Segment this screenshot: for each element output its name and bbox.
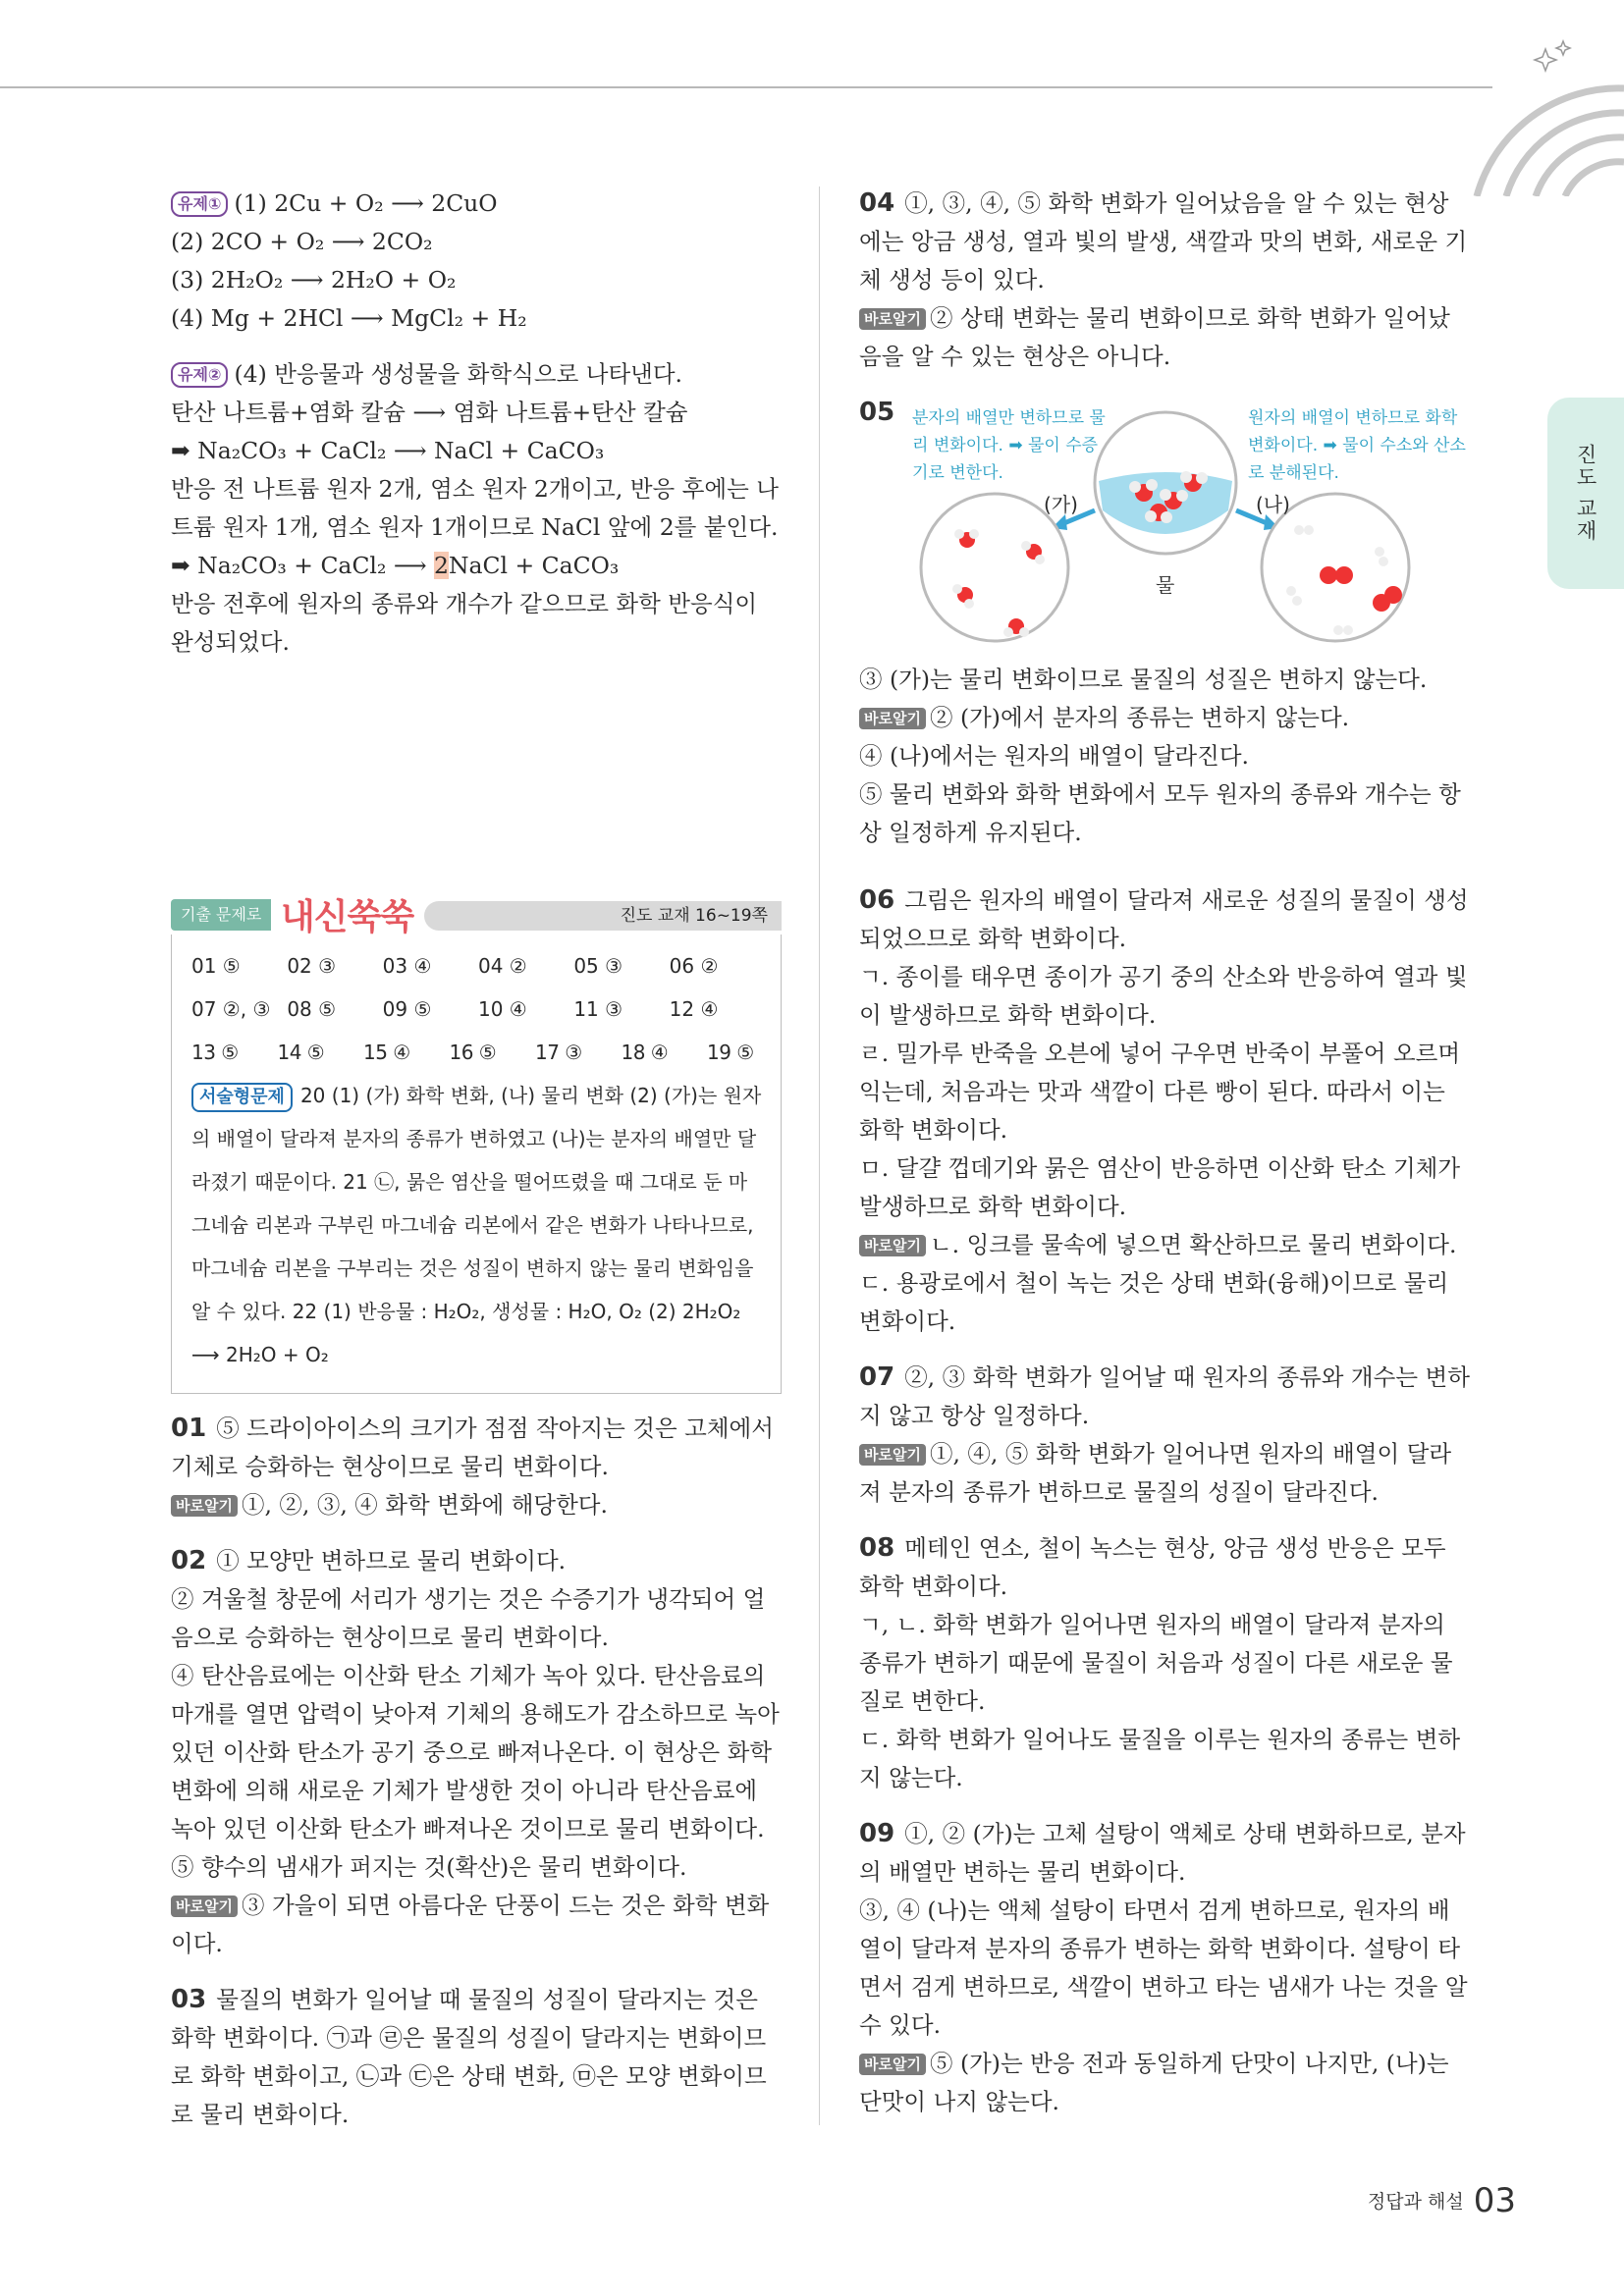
page-range: 진도 교재 16~19쪽 xyxy=(424,901,782,931)
tip-badge: 바로알기 xyxy=(859,1235,926,1256)
question-08: 08 메테인 연소, 철이 녹스는 현상, 앙금 생성 반응은 모두 화학 변화이다. ㄱ, ㄴ. 화학 변화가 일어나면 원자의 배열이 달라져 분자의 종류가 변하기 때문에 물질이 처음과 성질이 다른 새로운 물질로 변한다. ㄷ. 화학 변화가 일어나도 물질을 이루는 원자의 종류는 변하지 않는다. xyxy=(859,1533,1461,1791)
tip-badge: 바로알기 xyxy=(859,708,926,729)
answer-box-header xyxy=(171,895,782,937)
label-water: 물 xyxy=(1156,573,1175,597)
text-line: 탄산 나트륨+염화 칼슘 ⟶ 염화 나트륨+탄산 칼슘 xyxy=(171,399,688,426)
chapter-side-tab[interactable]: 진도 교재 xyxy=(1547,398,1624,589)
equation-line: (4) Mg + 2HCl ⟶ MgCl₂ + H₂ xyxy=(171,304,527,332)
text-paragraph: 반응 전 나트륨 원자 2개, 염소 원자 2개이고, 반응 후에는 나트륨 원자 1개, 염소 원자 1개이므로 NaCl 앞에 2를 붙인다. xyxy=(171,475,779,541)
example-2 xyxy=(171,355,782,662)
figure-05 xyxy=(859,402,1470,660)
tip-badge: 바로알기 xyxy=(171,1896,238,1917)
header-rule xyxy=(0,86,1492,88)
label-na: (나) xyxy=(1256,493,1290,516)
question-05: ③ (가)는 물리 변화이므로 물질의 성질은 변하지 않는다. 바로알기 ② (가)에서 분자의 종류는 변하지 않는다. ④ (나)에서는 원자의 배열이 달라진다. ⑤ 물리 변화와 화학 변화에서 모두 원자의 종류와 개수는 항상 일정하게 유지된다. xyxy=(859,666,1461,846)
question-09: 09 ①, ② (가)는 고체 설탕이 액체로 상태 변화하므로, 분자의 배열만 변하는 물리 변화이다. ③, ④ (나)는 액체 설탕이 타면서 검게 변하므로, 원자의 배열이 달라져 분자의 종류가 변하는 화학 변화이다. 설탕이 타면서 검게 변하므로, 색깔이 변하고 타는 냄새가 나는 것을 알 수 있다. 바로알기 ⑤ (가)는 반응 전과 동일하게 단맛이 나지만, (나)는 단맛이 나지 않는다. xyxy=(859,1819,1468,2115)
example-badge: 유제② xyxy=(171,362,228,388)
highlight-coefficient: 2 xyxy=(434,552,449,579)
example-1 xyxy=(171,185,782,338)
left-column-bottom xyxy=(171,1410,782,2152)
answer-row: 07 ②, ③ 08 ⑤ 09 ⑤ 10 ④ 11 ③ 12 ④ xyxy=(191,997,719,1021)
essay-text: 20 (1) (가) 화학 변화, (나) 물리 변화 (2) (가)는 원자의 배열이 달라져 분자의 종류가 변하였고 (나)는 분자의 배열만 달라졌기 때문이다. 21 ㉡, 묽은 염산을 떨어뜨렸을 때 그대로 둔 마그네슘 리본과 구부린 마그네슘 리본에서 같은 변화가 나타나므로, 마그네슘 리본을 구부리는 것은 성질이 변하지 않는 물리 변화임을 알 수 있다. 22 (1) 반응물 : H₂O₂, 생성물 : H₂O, O₂ (2) 2H₂O₂ ⟶ 2H₂O + O₂ xyxy=(191,1084,762,1366)
essay-badge: 서술형문제 xyxy=(191,1083,293,1112)
text-paragraph: 반응 전후에 원자의 종류와 개수가 같으므로 화학 반응식이 완성되었다. xyxy=(171,590,758,656)
tip-badge: 바로알기 xyxy=(859,308,926,330)
answer-row: 13 ⑤ 14 ⑤ 15 ④ 16 ⑤ 17 ③ 18 ④ 19 ⑤ xyxy=(191,1041,754,1064)
box-chip: 기출 문제로 xyxy=(171,899,271,931)
caption-physical-change: 분자의 배열만 변하므로 물리 변화이다. ➡ 물이 수증기로 변한다. xyxy=(912,408,1106,483)
text-line: (4) 반응물과 생성물을 화학식으로 나타낸다. xyxy=(234,360,683,388)
question-07: 07 ②, ③ 화학 변화가 일어날 때 원자의 종류와 개수는 변하지 않고 항상 일정하다. 바로알기 ①, ④, ⑤ 화학 변화가 일어나면 원자의 배열이 달라져 분자의 종류가 변하므로 물질의 성질이 달라진다. xyxy=(859,1362,1470,1506)
tip-badge: 바로알기 xyxy=(859,2054,926,2075)
label-ga: (가) xyxy=(1044,493,1078,516)
equation-line: (1) 2Cu + O₂ ⟶ 2CuO xyxy=(234,189,498,217)
equation-line: ➡ Na₂CO₃ + CaCl₂ ⟶ 2NaCl + CaCO₃ xyxy=(171,552,620,579)
question-02: 02 ① 모양만 변하므로 물리 변화이다. ② 겨울철 창문에 서리가 생기는 것은 수증기가 냉각되어 얼음으로 승화하는 현상이므로 물리 변화이다. ④ 탄산음료에는 이산화 탄소 기체가 녹아 있다. 탄산음료의 마개를 열면 압력이 낮아져 기체의 용해도가 감소하므로 녹아 있던 이산화 탄소가 공기 중으로 빠져나온다. 이 현상은 화학 변화에 의해 새로운 기체가 발생한 것이 아니라 탄산음료에 녹아 있던 이산화 탄소가 빠져나온 것이므로 물리 변화이다. ⑤ 향수의 냄새가 퍼지는 것(확산)은 물리 변화이다. 바로알기 ③ 가을이 되면 아름다운 단풍이 드는 것은 화학 변화이다. xyxy=(171,1546,780,1957)
column-divider xyxy=(819,187,820,2125)
tip-badge: 바로알기 xyxy=(171,1495,238,1517)
footer-label: 정답과 해설 xyxy=(1367,2191,1464,2213)
left-column-top xyxy=(171,185,782,679)
example-badge: 유제① xyxy=(171,191,228,217)
equation-line: (3) 2H₂O₂ ⟶ 2H₂O + O₂ xyxy=(171,266,457,294)
page-footer xyxy=(1368,2181,1516,2220)
question-06: 06 그림은 원자의 배열이 달라져 새로운 성질의 물질이 생성되었으므로 화학 변화이다. ㄱ. 종이를 태우면 종이가 공기 중의 산소와 반응하여 열과 빛이 발생하므로 화학 변화이다. ㄹ. 밀가루 반죽을 오븐에 넣어 구우면 반죽이 부풀어 오르며 익는데, 처음과는 맛과 색깔이 다른 빵이 된다. 따라서 이는 화학 변화이다. ㅁ. 달걀 껍데기와 묽은 염산이 반응하면 이산화 탄소 기체가 발생하므로 화학 변화이다. 바로알기 ㄴ. 잉크를 물속에 넣으면 확산하므로 물리 변화이다. ㄷ. 용광로에서 철이 녹는 것은 상태 변화(융해)이므로 물리 변화이다. xyxy=(859,885,1469,1335)
caption-chemical-change: 원자의 배열이 변하므로 화학 변화이다. ➡ 물이 수소와 산소로 분해된다. xyxy=(1248,408,1466,483)
question-01: 01 ⑤ 드라이아이스의 크기가 점점 작아지는 것은 고체에서 기체로 승화하는 현상이므로 물리 변화이다. 바로알기 ①, ②, ③, ④ 화학 변화에 해당한다. xyxy=(171,1414,774,1519)
essay-answers xyxy=(191,1074,765,1376)
box-brand-title: 내신쑥쑥 xyxy=(281,897,414,937)
tip-badge: 바로알기 xyxy=(859,1444,926,1466)
question-05-number: 05 xyxy=(859,398,895,427)
answer-row: 01 ⑤ 02 ③ 03 ④ 04 ② 05 ③ 06 ② xyxy=(191,954,719,978)
molecule-diagram-icon xyxy=(859,402,1470,660)
equation-line: ➡ Na₂CO₃ + CaCl₂ ⟶ NaCl + CaCO₃ xyxy=(171,437,605,464)
answer-box-body xyxy=(171,934,782,1394)
question-04: 04 ①, ③, ④, ⑤ 화학 변화가 일어났음을 알 수 있는 현상에는 앙금 생성, 열과 빛의 발생, 색깔과 맛의 변화, 새로운 기체 생성 등이 있다. 바로알기 ② 상태 변화는 물리 변화이므로 화학 변화가 일어났음을 알 수 있는 현상은 아니다. xyxy=(859,188,1468,370)
answer-box xyxy=(171,895,782,1396)
question-03: 03 물질의 변화가 일어날 때 물질의 성질이 달라지는 것은 화학 변화이다. ㉠과 ㉣은 물질의 성질이 달라지는 변화이므로 화학 변화이고, ㉡과 ㉢은 상태 변화, ㉤은 모양 변화이므로 물리 변화이다. xyxy=(171,1985,767,2128)
wave-decoration-icon xyxy=(1447,39,1624,196)
page-number: 03 xyxy=(1473,2181,1516,2220)
equation-line: (2) 2CO + O₂ ⟶ 2CO₂ xyxy=(171,228,433,255)
